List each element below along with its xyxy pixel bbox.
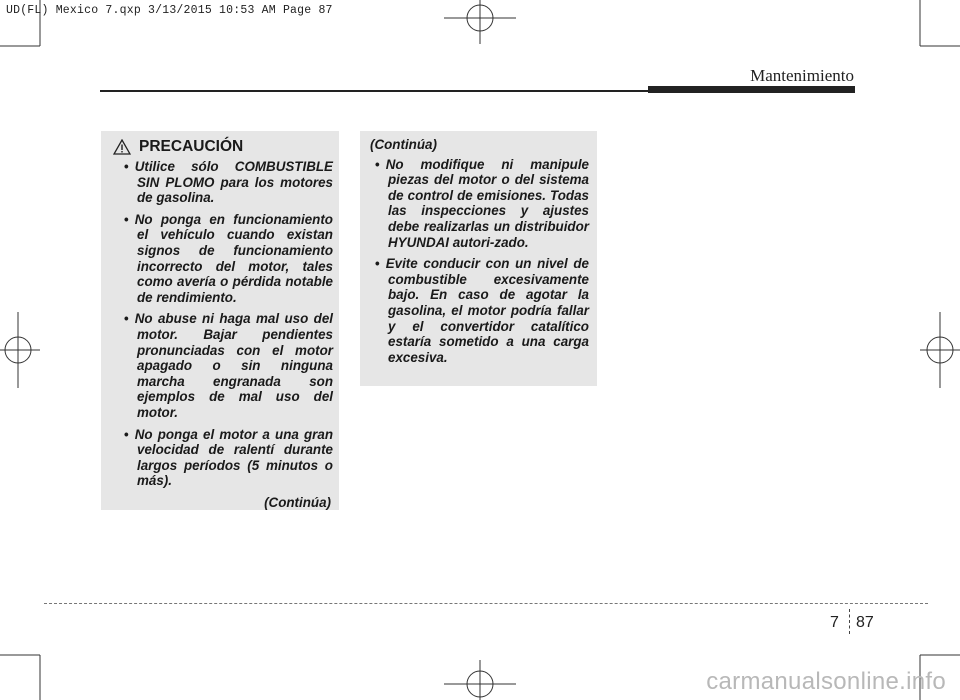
continues-label: (Continúa) [264, 494, 331, 510]
warning-triangle-icon [113, 139, 131, 155]
page-number: 87 [856, 614, 874, 631]
list-item: • No modifique ni manipule piezas del motor o del sistema de control de emisiones. Todas las inspecciones y ajustes debe realizarlas un distribuidor HYUNDAI autori-zado. [370, 157, 589, 251]
header-rule-accent [648, 86, 855, 93]
page-number-divider [849, 609, 850, 634]
list-item: • No ponga el motor a una gran velocidad de ralentí durante largos períodos (5 minutos o más). [119, 427, 333, 489]
caution-list [119, 159, 333, 489]
caution-heading [113, 139, 333, 155]
caution-box [101, 131, 339, 510]
footer-rule [44, 603, 928, 604]
section-title: Mantenimiento [750, 66, 854, 85]
caution-continued-box [360, 131, 597, 386]
caution-continued-list [370, 157, 589, 366]
chapter-number: 7 [830, 614, 839, 631]
list-item: • Utilice sólo COMBUSTIBLE SIN PLOMO para los motores de gasolina. [119, 159, 333, 206]
header-rule [100, 90, 648, 92]
print-slug: UD(FL) Mexico 7.qxp 3/13/2015 10:53 AM Page 87 [6, 4, 333, 17]
continued-header: (Continúa) [370, 137, 437, 152]
list-item: • No abuse ni haga mal uso del motor. Bajar pendientes pronunciadas con el motor apagado o sin ninguna marcha engranada son ejemplos de mal uso del motor. [119, 311, 333, 420]
list-item: • Evite conducir con un nivel de combustible excesivamente bajo. En caso de agotar la gasolina, el motor podría fallar y el convertidor catalítico estaría sometido a una carga excesiva. [370, 256, 589, 365]
list-item: • No ponga en funcionamiento el vehículo cuando existan signos de funcionamiento incorrecto del motor, tales como avería o pérdida notable de rendimiento. [119, 212, 333, 306]
caution-title: PRECAUCIÓN [139, 138, 244, 156]
watermark: carmanualsonline.info [706, 668, 946, 695]
